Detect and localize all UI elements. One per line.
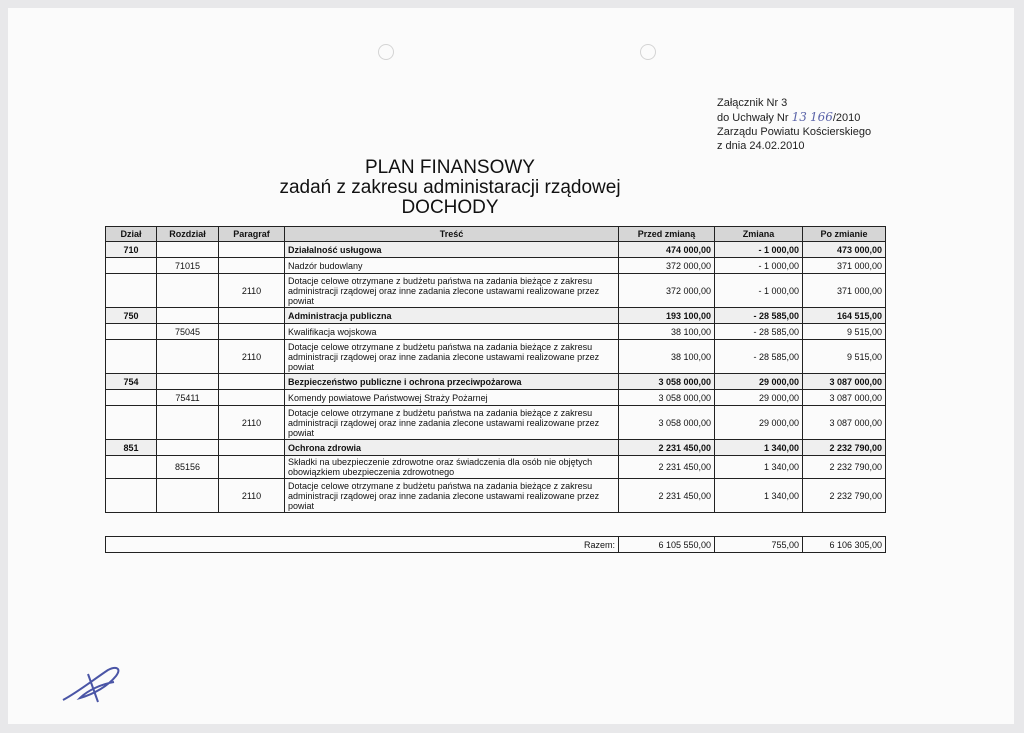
signature-icon xyxy=(58,662,128,707)
table-row xyxy=(106,479,886,513)
cell-paragraf xyxy=(219,308,285,324)
cell-dzial xyxy=(106,274,157,308)
table-row xyxy=(106,308,886,324)
cell-zmiana: 29 000,00 xyxy=(715,374,803,390)
handwritten-number: 166 xyxy=(809,110,833,124)
board-name: Zarządu Powiatu Kościerskiego xyxy=(717,126,872,138)
cell-przed-zmiana: 372 000,00 xyxy=(619,274,715,308)
cell-rozdzial: 75411 xyxy=(157,390,219,406)
table-row xyxy=(106,406,886,440)
cell-paragraf: 2110 xyxy=(219,274,285,308)
cell-dzial xyxy=(106,479,157,513)
total-after: 6 106 305,00 xyxy=(803,537,886,553)
cell-dzial xyxy=(106,340,157,374)
handwritten-number: 13 xyxy=(791,110,807,124)
cell-paragraf xyxy=(219,324,285,340)
total-row xyxy=(105,536,886,553)
cell-tresc: Dotacje celowe otrzymane z budżetu państwa na zadania bieżące z zakresu administracji rządowej oraz inne zadania zlecone ustawami realizowane przez powiat xyxy=(285,406,619,440)
annex-header xyxy=(717,96,871,153)
cell-tresc: Administracja publiczna xyxy=(285,308,619,324)
cell-tresc: Nadzór budowlany xyxy=(285,258,619,274)
cell-przed-zmiana: 38 100,00 xyxy=(619,324,715,340)
cell-przed-zmiana: 3 058 000,00 xyxy=(619,374,715,390)
header-po-zmianie: Po zmianie xyxy=(803,227,886,242)
cell-paragraf: 2110 xyxy=(219,340,285,374)
cell-tresc: Ochrona zdrowia xyxy=(285,440,619,456)
cell-rozdzial xyxy=(157,308,219,324)
cell-przed-zmiana: 2 231 450,00 xyxy=(619,440,715,456)
cell-dzial xyxy=(106,456,157,479)
cell-paragraf: 2110 xyxy=(219,479,285,513)
cell-tresc: Bezpieczeństwo publiczne i ochrona przeciwpożarowa xyxy=(285,374,619,390)
resolution-line: do Uchwały Nr 13 166/2010 xyxy=(717,110,861,124)
total-label: Razem: xyxy=(106,537,619,553)
cell-przed-zmiana: 38 100,00 xyxy=(619,340,715,374)
cell-rozdzial xyxy=(157,406,219,440)
cell-tresc: Komendy powiatowe Państwowej Straży Pożarnej xyxy=(285,390,619,406)
cell-po-zmianie: 2 232 790,00 xyxy=(803,440,886,456)
document-title: PLAN FINANSOWY zadań z zakresu administaracji rządowej DOCHODY xyxy=(279,157,621,218)
cell-zmiana: - 28 585,00 xyxy=(715,324,803,340)
table-row xyxy=(106,390,886,406)
table-row xyxy=(106,440,886,456)
cell-przed-zmiana: 193 100,00 xyxy=(619,308,715,324)
cell-tresc: Dotacje celowe otrzymane z budżetu państwa na zadania bieżące z zakresu administracji rządowej oraz inne zadania zlecone ustawami realizowane przez powiat xyxy=(285,340,619,374)
table-row xyxy=(106,324,886,340)
punch-hole xyxy=(640,44,656,60)
cell-zmiana: - 1 000,00 xyxy=(715,274,803,308)
cell-tresc: Kwalifikacja wojskowa xyxy=(285,324,619,340)
cell-po-zmianie: 3 087 000,00 xyxy=(803,374,886,390)
cell-po-zmianie: 3 087 000,00 xyxy=(803,406,886,440)
cell-dzial xyxy=(106,390,157,406)
cell-zmiana: 1 340,00 xyxy=(715,479,803,513)
cell-po-zmianie: 9 515,00 xyxy=(803,324,886,340)
annex-date: z dnia 24.02.2010 xyxy=(717,140,805,152)
cell-zmiana: 29 000,00 xyxy=(715,406,803,440)
header-paragraf: Paragraf xyxy=(219,227,285,242)
total-change: 755,00 xyxy=(715,537,803,553)
cell-przed-zmiana: 3 058 000,00 xyxy=(619,406,715,440)
total-before: 6 105 550,00 xyxy=(619,537,715,553)
header-tresc: Treść xyxy=(285,227,619,242)
cell-zmiana: - 28 585,00 xyxy=(715,340,803,374)
header-zmiana: Zmiana xyxy=(715,227,803,242)
cell-rozdzial xyxy=(157,440,219,456)
cell-dzial: 754 xyxy=(106,374,157,390)
cell-przed-zmiana: 474 000,00 xyxy=(619,242,715,258)
cell-dzial: 750 xyxy=(106,308,157,324)
cell-po-zmianie: 9 515,00 xyxy=(803,340,886,374)
cell-przed-zmiana: 372 000,00 xyxy=(619,258,715,274)
cell-zmiana: 1 340,00 xyxy=(715,456,803,479)
table-row xyxy=(106,374,886,390)
cell-dzial xyxy=(106,406,157,440)
cell-rozdzial xyxy=(157,374,219,390)
cell-paragraf xyxy=(219,390,285,406)
cell-paragraf xyxy=(219,440,285,456)
cell-po-zmianie: 371 000,00 xyxy=(803,258,886,274)
cell-rozdzial xyxy=(157,242,219,258)
cell-tresc: Działalność usługowa xyxy=(285,242,619,258)
annex-number: Załącznik Nr 3 xyxy=(717,97,788,109)
cell-dzial: 851 xyxy=(106,440,157,456)
cell-zmiana: 1 340,00 xyxy=(715,440,803,456)
cell-przed-zmiana: 3 058 000,00 xyxy=(619,390,715,406)
table-row xyxy=(106,258,886,274)
cell-paragraf xyxy=(219,242,285,258)
cell-zmiana: - 28 585,00 xyxy=(715,308,803,324)
cell-tresc: Dotacje celowe otrzymane z budżetu państwa na zadania bieżące z zakresu administracji rządowej oraz inne zadania zlecone ustawami realizowane przez powiat xyxy=(285,274,619,308)
header-rozdzial: Rozdział xyxy=(157,227,219,242)
cell-rozdzial: 71015 xyxy=(157,258,219,274)
cell-po-zmianie: 473 000,00 xyxy=(803,242,886,258)
table-row xyxy=(106,340,886,374)
header-dzial: Dział xyxy=(106,227,157,242)
cell-paragraf xyxy=(219,258,285,274)
cell-paragraf xyxy=(219,374,285,390)
cell-po-zmianie: 2 232 790,00 xyxy=(803,456,886,479)
cell-po-zmianie: 371 000,00 xyxy=(803,274,886,308)
table-row xyxy=(106,242,886,258)
cell-zmiana: 29 000,00 xyxy=(715,390,803,406)
cell-rozdzial: 85156 xyxy=(157,456,219,479)
cell-rozdzial xyxy=(157,274,219,308)
cell-zmiana: - 1 000,00 xyxy=(715,258,803,274)
table-row xyxy=(106,456,886,479)
header-przed-zmiana: Przed zmianą xyxy=(619,227,715,242)
cell-tresc: Dotacje celowe otrzymane z budżetu państwa na zadania bieżące z zakresu administracji rządowej oraz inne zadania zlecone ustawami realizowane przez powiat xyxy=(285,479,619,513)
cell-po-zmianie: 3 087 000,00 xyxy=(803,390,886,406)
cell-przed-zmiana: 2 231 450,00 xyxy=(619,456,715,479)
cell-po-zmianie: 2 232 790,00 xyxy=(803,479,886,513)
table-row xyxy=(106,274,886,308)
cell-dzial xyxy=(106,324,157,340)
cell-paragraf xyxy=(219,456,285,479)
financial-plan-table xyxy=(105,226,886,513)
cell-rozdzial xyxy=(157,340,219,374)
cell-zmiana: - 1 000,00 xyxy=(715,242,803,258)
cell-paragraf: 2110 xyxy=(219,406,285,440)
cell-przed-zmiana: 2 231 450,00 xyxy=(619,479,715,513)
cell-rozdzial xyxy=(157,479,219,513)
cell-dzial xyxy=(106,258,157,274)
cell-tresc: Składki na ubezpieczenie zdrowotne oraz świadczenia dla osób nie objętych obowiązkiem ubezpieczenia zdrowotnego xyxy=(285,456,619,479)
table-header-row xyxy=(106,227,886,242)
cell-dzial: 710 xyxy=(106,242,157,258)
punch-hole xyxy=(378,44,394,60)
cell-rozdzial: 75045 xyxy=(157,324,219,340)
cell-po-zmianie: 164 515,00 xyxy=(803,308,886,324)
